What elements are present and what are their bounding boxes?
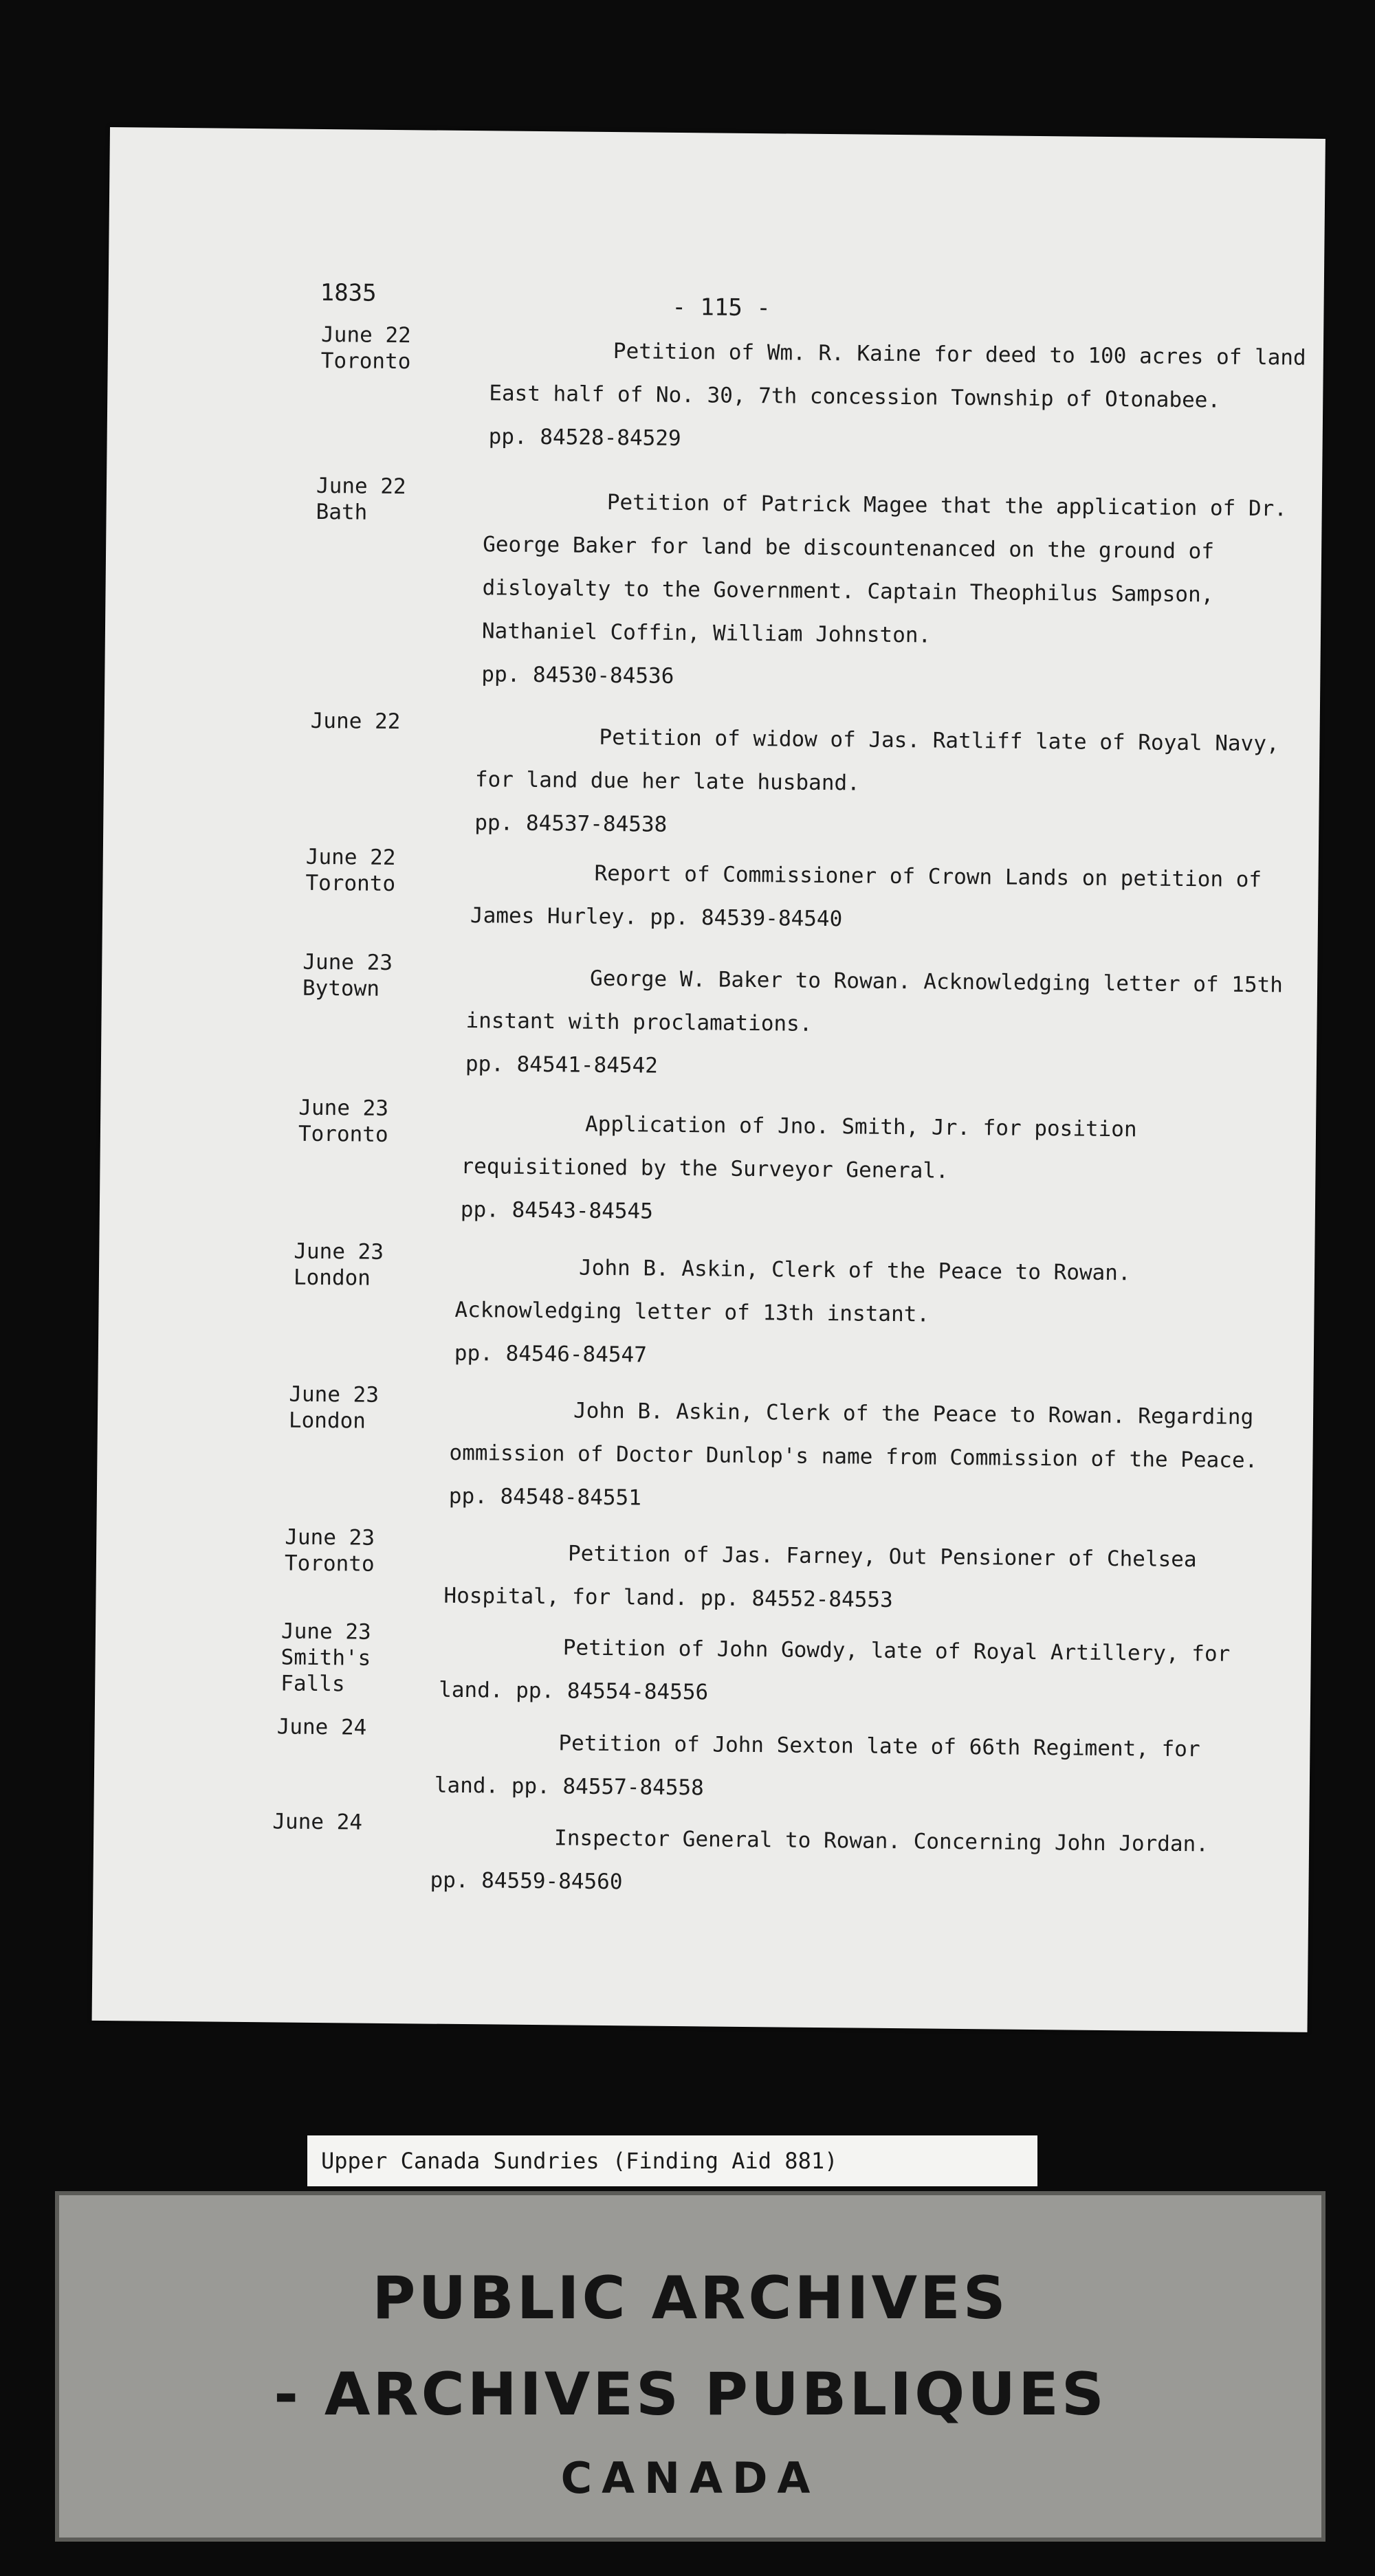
entry-description: George W. Baker to Rowan. Acknowledging letter of 15th instant with proclamations. <box>465 966 1284 1036</box>
entry-description: John B. Askin, Clerk of the Peace to Rowan. Acknowledging letter of 13th instant. <box>454 1255 1131 1327</box>
list-item <box>101 1093 1317 1224</box>
entry-description: Petition of John Sexton late of 66th Regiment, for land. pp. 84557-84558 <box>434 1731 1200 1801</box>
entry-date: June 24 <box>272 1809 363 1835</box>
entry-text <box>443 1531 1262 1625</box>
entry-pages: pp. 84541-84542 <box>465 1052 659 1078</box>
entry-date: June 23 London <box>288 1381 380 1434</box>
list-item <box>108 320 1323 451</box>
list-item <box>104 706 1320 837</box>
stamp-country: CANADA <box>560 2453 820 2503</box>
entry-date: June 23 London <box>293 1239 384 1291</box>
stamp-title-english: PUBLIC ARCHIVES <box>372 2264 1009 2333</box>
entry-text <box>454 1245 1274 1383</box>
year-heading: 1835 <box>320 278 377 307</box>
archives-stamp <box>55 2191 1326 2542</box>
page-number: - 115 - <box>672 293 771 322</box>
entry-pages: pp. 84528-84529 <box>488 424 681 451</box>
entry-text <box>449 1388 1268 1526</box>
entry-description: Petition of Jas. Farney, Out Pensioner of Chelsea Hospital, for land. pp. 84552-84553 <box>443 1541 1197 1613</box>
entry-description: Report of Commissioner of Crown Lands on petition of James Hurley. pp. 84539-84540 <box>470 860 1262 932</box>
entry-date: June 23 Toronto <box>298 1095 389 1147</box>
entry-description: John B. Askin, Clerk of the Peace to Rowan. Regarding ommission of Doctor Dunlop's name from Commission of the Peace. <box>449 1398 1258 1474</box>
entry-description: Petition of John Gowdy, late of Royal Artillery, for land. pp. 84554-84556 <box>439 1635 1231 1705</box>
entry-date: June 22 Bath <box>316 473 406 525</box>
entry-pages: pp. 84546-84547 <box>454 1340 648 1368</box>
entry-description: Petition of widow of Jas. Ratliff late of Royal Navy, for land due her late husband. <box>474 724 1279 796</box>
entry-text <box>434 1721 1253 1815</box>
entry-date: June 23 Bytown <box>302 949 393 1001</box>
entry-date: June 22 <box>310 708 401 735</box>
entry-text <box>474 715 1294 852</box>
entry-text <box>470 851 1289 945</box>
document-page <box>92 127 1326 2032</box>
entry-pages: pp. 84548-84551 <box>448 1483 642 1511</box>
entry-description: Petition of Wm. R. Kaine for deed to 100 acres of land East half of No. 30, 7th concession Township of Otonabee. <box>489 339 1306 413</box>
entry-date: June 22 Toronto <box>320 322 411 375</box>
entry-date: June 22 Toronto <box>305 844 396 897</box>
entry-pages: pp. 84537-84538 <box>474 810 668 837</box>
stamp-title-french: - ARCHIVES PUBLIQUES <box>274 2360 1107 2429</box>
entry-date: June 24 <box>276 1714 367 1740</box>
entry-date: June 23 Toronto <box>284 1524 375 1577</box>
entry-description: Petition of Patrick Magee that the application of Dr. George Baker for land be discountenanced on the ground of disloyalty to the Government. Captain Theophilus Sampson, Nathaniel Coffin, William Johnston. <box>481 489 1288 648</box>
entry-pages: pp. 84530-84536 <box>481 662 674 689</box>
entry-description: Application of Jno. Smith, Jr. for position requisitioned by the Surveyor General. <box>461 1111 1137 1184</box>
list-item <box>100 1236 1315 1368</box>
entry-description: Inspector General to Rowan. Concerning John Jordan. pp. 84559-84560 <box>430 1825 1209 1895</box>
entry-text <box>461 1102 1280 1239</box>
list-item <box>102 947 1318 1078</box>
entry-pages: pp. 84543-84545 <box>460 1197 654 1224</box>
entry-text <box>481 480 1301 704</box>
finding-aid-label: Upper Canada Sundries (Finding Aid 881) <box>307 2135 1037 2186</box>
entry-text <box>430 1816 1248 1910</box>
entry-text <box>488 329 1308 466</box>
entry-text <box>465 956 1285 1093</box>
entry-date: June 23 Smith's Falls <box>280 1619 371 1697</box>
entry-text <box>439 1625 1257 1720</box>
list-item <box>107 471 1322 689</box>
